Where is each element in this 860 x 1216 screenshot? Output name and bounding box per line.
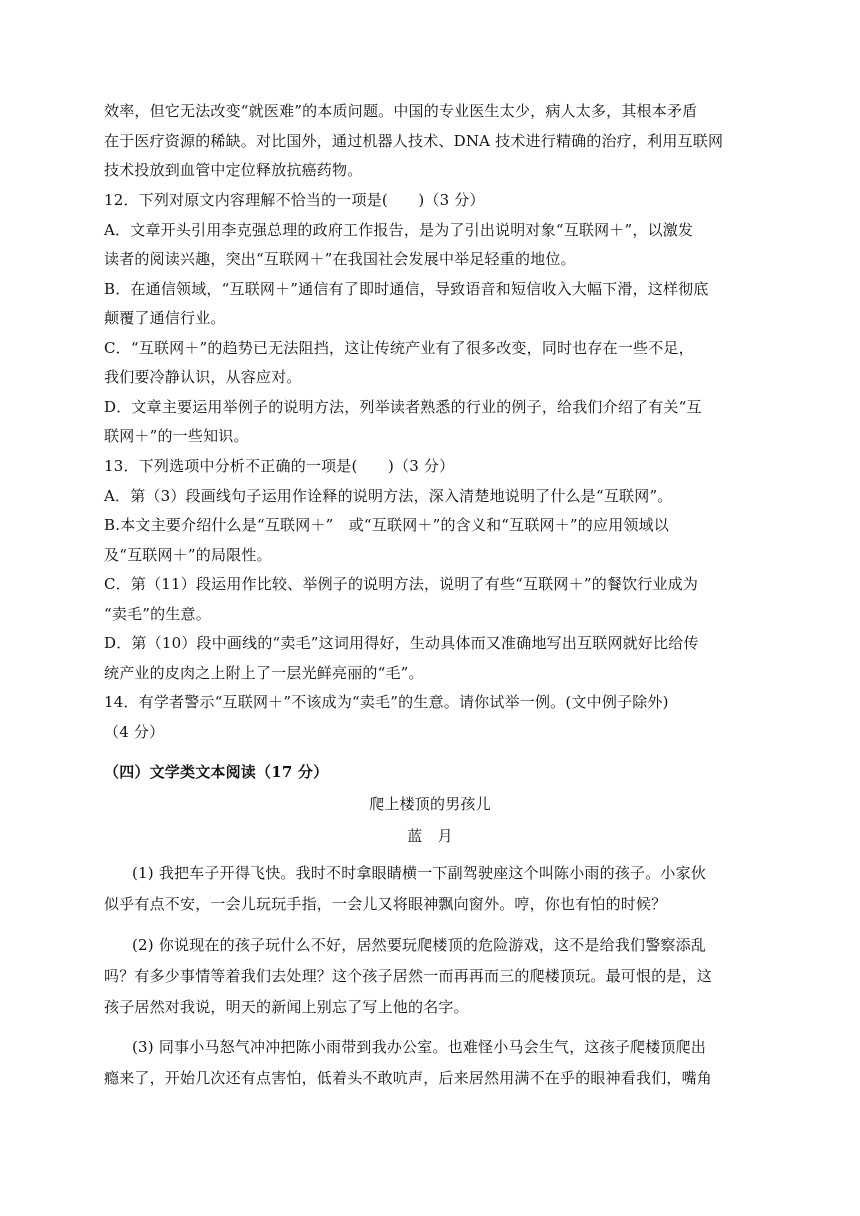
q12-option-c: C．“互联网＋”的趋势已无法阻挡，这让传统产业有了很多改变，同时也存在一些不足， (104, 339, 694, 357)
intro-line: 在于医疗资源的稀缺。对比国外，通过机器人技术、DNA 技术进行精确的治疗，利用互联网 (104, 132, 724, 150)
q12-option-a: A．文章开头引用李克强总理的政府工作报告，是为了引出说明对象“互联网＋”，以激发 (104, 221, 694, 239)
q12-option-b: B．在通信领域，“互联网＋”通信有了即时通信，导致语音和短信收入大幅下滑，这样彻底 (104, 280, 709, 298)
q13-option-b: 及“互联网＋”的局限性。 (104, 546, 272, 564)
q12-option-c: 我们要冷静认识，从容应对。 (104, 368, 302, 386)
story-paragraph-2: (2) 你说现在的孩子玩什么不好，居然要玩爬楼顶的危险游戏，这不是给我们警察添乱 (132, 936, 707, 954)
q12-option-d: 联网＋”的一些知识。 (104, 427, 249, 445)
q13-option-d: D．第（10）段中画线的“卖毛”这词用得好，生动具体而又准确地写出互联网就好比给传 (104, 634, 699, 652)
story-paragraph-3: 瘾来了，开始几次还有点害怕，低着头不敢吭声，后来居然用满不在乎的眼神看我们，嘴角 (104, 1069, 713, 1087)
q13-option-c: “卖毛”的生意。 (104, 605, 211, 623)
section-heading: （四）文学类文本阅读（17 分） (104, 763, 329, 781)
q13-option-d: 统产业的皮肉之上附上了一层光鲜亮丽的“毛”。 (104, 664, 424, 682)
question-12-prompt: 12．下列对原文内容理解不恰当的一项是( )（3 分） (104, 191, 485, 209)
q12-option-d: D．文章主要运用举例子的说明方法，列举读者熟悉的行业的例子，给我们介绍了有关“互 (104, 398, 702, 416)
story-title: 爬上楼顶的男孩儿 (369, 795, 491, 813)
story-author: 蓝 月 (407, 827, 453, 845)
question-14-points: （4 分） (104, 723, 165, 741)
q13-option-c: C．第（11）段运用作比较、举例子的说明方法，说明了有些“互联网＋”的餐饮行业成为 (104, 575, 699, 593)
q12-option-a: 读者的阅读兴趣，突出“互联网＋”在我国社会发展中举足轻重的地位。 (104, 250, 576, 268)
story-paragraph-3: (3) 同事小马怒气冲冲把陈小雨带到我办公室。也难怪小马会生气，这孩子爬楼顶爬出 (132, 1038, 707, 1056)
story-paragraph-2: 吗？有多少事情等着我们去处理？这个孩子居然一而再再而三的爬楼顶玩。最可恨的是，这 (104, 967, 713, 985)
q13-option-b: B.本文主要介绍什么是“互联网＋” 或“互联网＋”的含义和“互联网＋”的应用领域以 (104, 516, 670, 534)
story-paragraph-1: (1) 我把车子开得飞快。我时不时拿眼睛横一下副驾驶座这个叫陈小雨的孩子。小家伙 (132, 864, 707, 882)
question-14-prompt: 14．有学者警示“互联网＋”不该成为“卖毛”的生意。请你试举一例。(文中例子除外) (104, 693, 669, 711)
question-13-prompt: 13．下列选项中分析不正确的一项是( )（3 分） (104, 457, 455, 475)
intro-line: 技术投放到血管中定位释放抗癌药物。 (104, 161, 363, 179)
story-paragraph-2: 孩子居然对我说，明天的新闻上别忘了写上他的名字。 (104, 998, 469, 1016)
q12-option-b: 颠覆了通信行业。 (104, 309, 226, 327)
story-paragraph-1: 似乎有点不安，一会儿玩玩手指，一会儿又将眼神飘向窗外。哼，你也有怕的时候？ (104, 895, 667, 913)
q13-option-a: A．第（3）段画线句子运用作诠释的说明方法，深入清楚地说明了什么是“互联网”。 (104, 487, 673, 505)
intro-line: 效率，但它无法改变“就医难”的本质问题。中国的专业医生太少，病人太多，其根本矛盾 (104, 102, 698, 120)
